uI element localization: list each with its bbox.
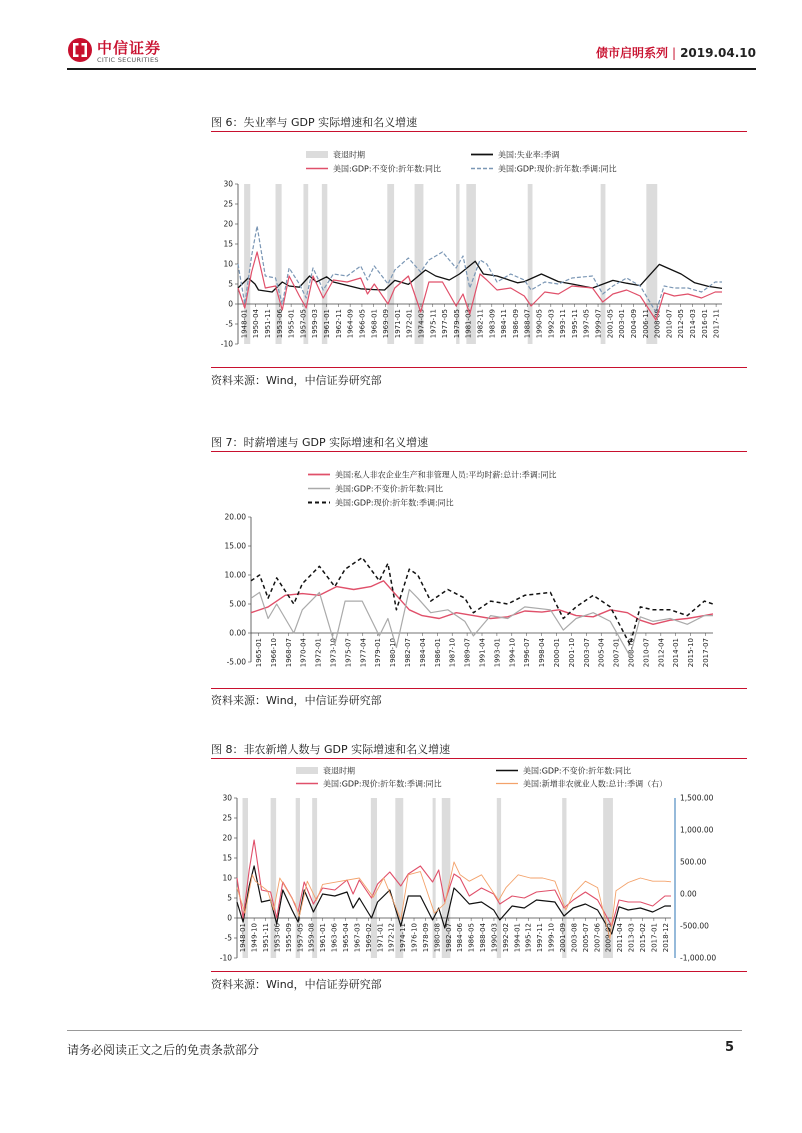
header-rule xyxy=(67,68,756,70)
x-tick-label: 1955-01 xyxy=(287,309,296,339)
x-tick-label: 2009-05 xyxy=(604,923,613,953)
legend-label: 美国:GDP:现价:折年数:季调:同比 xyxy=(498,164,617,174)
citic-logo-icon xyxy=(67,37,93,63)
x-tick-label: 1975-11 xyxy=(429,309,438,339)
x-tick-label: 1965-01 xyxy=(254,638,263,668)
x-tick-label: 1968-01 xyxy=(370,309,379,339)
legend-label: 衰退时期 xyxy=(323,766,355,776)
x-tick-label: 1992-02 xyxy=(501,923,510,953)
legend-label: 美国:失业率:季调 xyxy=(498,150,560,160)
figure-8-top-rule xyxy=(211,758,747,759)
footer-rule xyxy=(67,1030,742,1031)
x-tick-label: 2003-01 xyxy=(618,309,627,339)
x-tick-label: 1972-12 xyxy=(387,923,396,953)
x-tick-label: 1961-01 xyxy=(319,923,328,953)
x-tick-label: 2015-10 xyxy=(687,638,696,668)
x-tick-label: 1993-11 xyxy=(559,309,568,339)
x-tick-label: 2001-09 xyxy=(559,923,567,953)
x-tick-label: 1949-10 xyxy=(250,923,259,953)
x-tick-label: 1966-10 xyxy=(269,638,278,668)
x-tick-label: 2012-04 xyxy=(657,638,666,668)
x-tick-label: 2007-06 xyxy=(593,923,602,953)
y-tick-label: 20 xyxy=(222,833,232,843)
x-tick-label: 1998-04 xyxy=(538,638,547,668)
x-tick-label: 1980-08 xyxy=(433,923,442,953)
legend-label: 美国:新增非农就业人数:总计:季调（右） xyxy=(523,779,668,789)
x-tick-label: 1959-08 xyxy=(307,923,316,953)
x-tick-label: 2010-07 xyxy=(665,309,674,339)
x-tick-label: 1965-04 xyxy=(342,923,350,953)
x-tick-label: 1961-01 xyxy=(323,309,332,339)
x-tick-label: 1984-06 xyxy=(456,923,465,953)
figure-8-bottom-rule xyxy=(211,971,747,972)
x-tick-label: 1974-11 xyxy=(399,923,408,953)
y-tick-label: 0 xyxy=(228,299,233,309)
x-tick-label: 2008-10 xyxy=(627,638,636,668)
x-tick-label: 1977-05 xyxy=(441,309,450,339)
x-tick-label: 2000-01 xyxy=(553,638,562,668)
x-tick-label: 2004-09 xyxy=(629,309,638,339)
x-tick-label: 1993-01 xyxy=(493,638,502,668)
x-tick-label: 1982-07 xyxy=(403,638,412,668)
x-tick-label: 1973-10 xyxy=(329,638,338,668)
x-tick-label: 2005-07 xyxy=(581,923,590,953)
y-tick-label: 0 xyxy=(227,913,232,923)
y-tick-label: -5.00 xyxy=(226,657,246,667)
x-tick-label: 1959-03 xyxy=(311,309,320,339)
x-tick-label: 1979-05 xyxy=(452,309,461,339)
x-tick-label: 2011-04 xyxy=(616,923,625,953)
x-tick-label: 1995-11 xyxy=(570,309,579,339)
x-tick-label: 2003-08 xyxy=(570,923,579,953)
figure-8-chart xyxy=(211,762,747,972)
y-tick-label: 0.00 xyxy=(229,628,246,638)
x-tick-label: 2003-07 xyxy=(582,638,591,668)
x-tick-label: 1991-04 xyxy=(478,638,487,668)
x-tick-label: 1953-06 xyxy=(273,923,282,953)
x-tick-label: 2015-02 xyxy=(638,923,647,953)
figure-6-top-rule xyxy=(211,131,747,132)
y2-tick-label: -500.00 xyxy=(680,921,709,931)
legend-label: 美国:GDP:现价:折年数:季调:同比 xyxy=(335,498,454,508)
x-tick-label: 1990-05 xyxy=(535,309,544,339)
logo-text-en: CITIC SECURITIES xyxy=(97,56,159,64)
legend-label: 美国:GDP:不变价:折年数:同比 xyxy=(523,766,631,776)
y-tick-label: 5 xyxy=(228,279,233,289)
x-tick-label: 1976-10 xyxy=(410,923,419,953)
x-tick-label: 1969-02 xyxy=(364,923,373,953)
x-tick-label: 1981-03 xyxy=(464,309,473,339)
x-tick-label: 2006-11 xyxy=(641,309,650,339)
x-tick-label: 1986-05 xyxy=(467,923,476,953)
x-tick-label: 1978-09 xyxy=(421,923,430,953)
figure-7-chart xyxy=(211,462,747,682)
x-tick-label: 1986-09 xyxy=(511,309,520,339)
x-tick-label: 2016-01 xyxy=(700,309,709,339)
x-tick-label: 1968-07 xyxy=(284,638,293,668)
footer-disclaimer: 请务必阅读正文之后的免责条款部分 xyxy=(67,1043,260,1057)
x-tick-label: 1948-01 xyxy=(240,309,249,339)
x-tick-label: 1990-03 xyxy=(490,923,499,953)
x-tick-label: 2014-03 xyxy=(688,309,697,339)
logo-text-cn: 中信证券 xyxy=(97,39,162,57)
header-meta: 债市启明系列 | 2019.04.10 xyxy=(596,46,756,60)
figure-7-source: 资料来源：Wind，中信证券研究部 xyxy=(211,694,382,707)
figure-6-source: 资料来源：Wind，中信证券研究部 xyxy=(211,374,382,387)
legend-swatch-recession xyxy=(306,151,328,158)
figure-7-bottom-rule xyxy=(211,688,747,689)
x-tick-label: 1966-05 xyxy=(358,309,367,339)
figure-6-bottom-rule xyxy=(211,367,747,368)
x-tick-label: 1957-05 xyxy=(299,309,308,339)
y2-tick-label: -1,000.00 xyxy=(680,953,717,963)
x-tick-label: 1979-01 xyxy=(374,638,383,668)
y2-tick-label: 1,000.00 xyxy=(680,825,714,835)
figure-8-title: 图 8：非农新增人数与 GDP 实际增速和名义增速 xyxy=(211,743,451,756)
x-tick-label: 1970-04 xyxy=(299,638,308,668)
y-tick-label: -10 xyxy=(220,339,233,349)
x-tick-label: 2017-07 xyxy=(702,638,711,668)
legend-label: 美国:GDP:不变价:折年数:同比 xyxy=(333,164,441,174)
y-tick-label: 30 xyxy=(223,179,233,189)
legend-label: 美国:私人非农企业生产和非管理人员:平均时薪:总计:季调:同比 xyxy=(335,470,557,480)
x-tick-label: 1971-01 xyxy=(376,923,385,953)
y-tick-label: -10 xyxy=(219,953,232,963)
y-tick-label: 15.00 xyxy=(224,541,246,551)
x-tick-label: 2014-01 xyxy=(672,638,681,668)
x-tick-label: 1982-11 xyxy=(476,309,485,339)
x-tick-label: 1999-07 xyxy=(594,309,603,339)
x-tick-label: 2013-03 xyxy=(627,923,636,953)
y-tick-label: 10.00 xyxy=(224,570,246,580)
x-tick-label: 1987-10 xyxy=(448,638,457,668)
legend-label: 美国:GDP:不变价:折年数:同比 xyxy=(335,484,443,494)
x-tick-label: 1955-09 xyxy=(284,923,293,953)
x-tick-label: 1967-03 xyxy=(353,923,362,953)
y-tick-label: 25 xyxy=(223,199,233,209)
x-tick-label: 1999-10 xyxy=(547,923,556,953)
report-date: 2019.04.10 xyxy=(680,46,756,60)
x-tick-label: 1997-05 xyxy=(582,309,591,339)
x-tick-label: 1980-10 xyxy=(389,638,398,668)
x-tick-label: 1983-09 xyxy=(488,309,497,339)
citic-logo xyxy=(67,37,177,65)
y-tick-label: 20.00 xyxy=(224,512,246,522)
y-tick-label: 5.00 xyxy=(229,599,246,609)
y2-tick-label: 500.00 xyxy=(680,857,707,867)
x-tick-label: 1971-01 xyxy=(393,309,402,339)
x-tick-label: 1994-10 xyxy=(508,638,517,668)
y-tick-label: 20 xyxy=(223,219,233,229)
x-tick-label: 2018-12 xyxy=(661,923,670,953)
page-number: 5 xyxy=(725,1040,735,1055)
x-tick-label: 1953-06 xyxy=(275,309,284,339)
x-tick-label: 1975-07 xyxy=(344,638,353,668)
x-tick-label: 2001-05 xyxy=(606,309,615,339)
x-tick-label: 1984-04 xyxy=(418,638,427,668)
y2-tick-label: 0.00 xyxy=(680,889,697,899)
x-tick-label: 1977-04 xyxy=(359,638,368,668)
y-tick-label: -5 xyxy=(224,933,232,943)
y-tick-label: 25 xyxy=(222,813,232,823)
x-tick-label: 1994-01 xyxy=(513,923,522,953)
x-tick-label: 1950-04 xyxy=(252,309,261,339)
x-tick-label: 1988-07 xyxy=(523,309,532,339)
x-tick-label: 1972-01 xyxy=(405,309,414,339)
x-tick-label: 1962-11 xyxy=(334,309,343,339)
x-tick-label: 1995-12 xyxy=(524,923,533,953)
x-tick-label: 2010-07 xyxy=(642,638,651,668)
x-tick-label: 1972-01 xyxy=(314,638,323,668)
legend-swatch-recession xyxy=(296,767,318,774)
x-tick-label: 2017-01 xyxy=(650,923,659,953)
y-tick-label: 15 xyxy=(222,853,232,863)
y-tick-label: 5 xyxy=(227,893,232,903)
x-tick-label: 1992-03 xyxy=(547,309,556,339)
x-tick-label: 1957-05 xyxy=(296,923,305,953)
x-tick-label: 1988-04 xyxy=(479,923,488,953)
x-tick-label: 2008-09 xyxy=(653,309,662,339)
figure-8-source: 资料来源：Wind，中信证券研究部 xyxy=(211,978,382,991)
x-tick-label: 1969-09 xyxy=(382,309,391,339)
x-tick-label: 1986-01 xyxy=(433,638,442,668)
x-tick-label: 2001-10 xyxy=(567,638,576,668)
legend-label: 衰退时期 xyxy=(333,150,365,160)
x-tick-label: 2007-01 xyxy=(612,638,621,668)
x-tick-label: 1964-09 xyxy=(346,309,355,339)
y-tick-label: 15 xyxy=(223,239,233,249)
x-tick-label: 1974-03 xyxy=(417,309,426,339)
y-tick-label: 10 xyxy=(222,873,232,883)
figure-7-top-rule xyxy=(211,451,747,452)
x-tick-label: 1984-11 xyxy=(500,309,509,339)
x-tick-label: 1989-07 xyxy=(463,638,472,668)
legend-label: 美国:GDP:现价:折年数:季调:同比 xyxy=(323,779,442,789)
x-tick-label: 1996-07 xyxy=(523,638,532,668)
y-tick-label: 30 xyxy=(222,793,232,803)
x-tick-label: 1951-11 xyxy=(262,923,271,953)
x-tick-label: 1963-06 xyxy=(330,923,339,953)
x-tick-label: 1997-11 xyxy=(536,923,545,953)
x-tick-label: 2005-04 xyxy=(597,638,606,668)
x-tick-label: 1951-11 xyxy=(264,309,273,339)
y-tick-label: 10 xyxy=(223,259,233,269)
x-tick-label: 2012-05 xyxy=(677,309,686,339)
figure-6-title: 图 6：失业率与 GDP 实际增速和名义增速 xyxy=(211,116,418,129)
y2-tick-label: 1,500.00 xyxy=(680,793,714,803)
x-tick-label: 2017-11 xyxy=(712,308,721,339)
y-tick-label: -5 xyxy=(225,319,233,329)
figure-7-title: 图 7：时薪增速与 GDP 实际增速和名义增速 xyxy=(211,436,429,449)
x-tick-label: 1948-01 xyxy=(239,923,248,953)
x-tick-label: 1982-07 xyxy=(444,923,453,953)
series-name: 债市启明系列 xyxy=(596,46,669,60)
figure-6-chart xyxy=(211,142,747,362)
series-line-3 xyxy=(251,558,713,645)
